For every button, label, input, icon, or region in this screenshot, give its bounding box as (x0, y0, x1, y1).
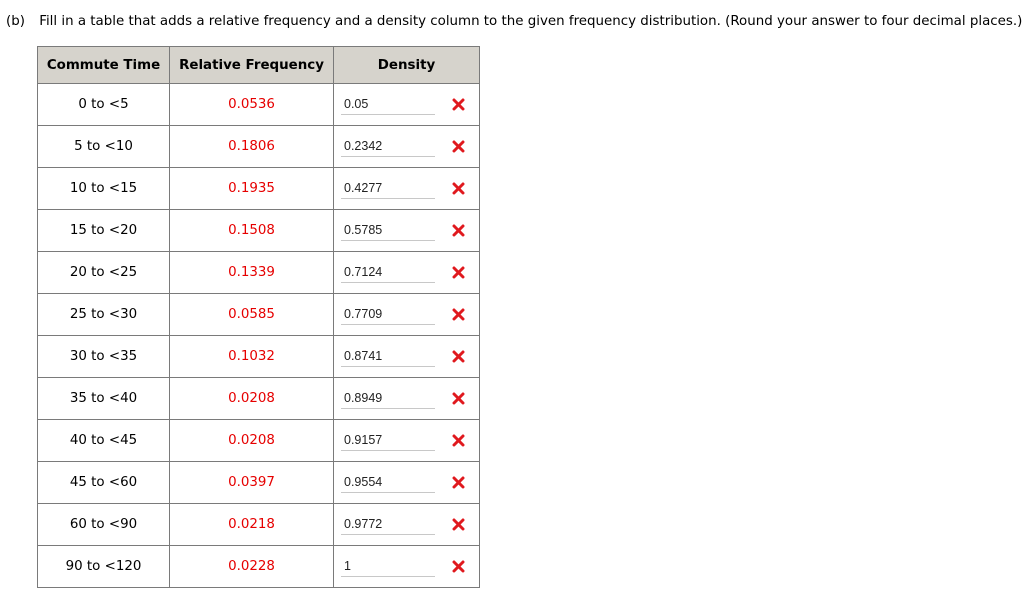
density-input[interactable] (341, 179, 435, 199)
table-row (38, 504, 480, 546)
incorrect-x-icon (452, 560, 465, 573)
density-cell (334, 126, 480, 168)
incorrect-x-icon (452, 392, 465, 405)
density-input[interactable] (341, 263, 435, 283)
commute-time-cell: 10 to <15 (38, 168, 170, 210)
relative-frequency-cell: 0.0585 (170, 294, 334, 336)
density-input[interactable] (341, 557, 435, 577)
relative-frequency-cell: 0.1339 (170, 252, 334, 294)
table-row (38, 168, 480, 210)
incorrect-x-icon (452, 224, 465, 237)
density-cell-content (334, 431, 479, 451)
question-part-label: (b) (6, 14, 25, 29)
density-cell (334, 168, 480, 210)
table-row (38, 462, 480, 504)
density-cell (334, 336, 480, 378)
commute-time-cell: 40 to <45 (38, 420, 170, 462)
commute-time-cell: 35 to <40 (38, 378, 170, 420)
density-cell-content (334, 95, 479, 115)
density-cell-content (334, 389, 479, 409)
relative-frequency-cell: 0.0208 (170, 420, 334, 462)
relative-frequency-cell: 0.1508 (170, 210, 334, 252)
table-row (38, 210, 480, 252)
commute-time-cell: 20 to <25 (38, 252, 170, 294)
header-density: Density (334, 47, 480, 84)
relative-frequency-cell: 0.0208 (170, 378, 334, 420)
density-cell-content (334, 515, 479, 535)
incorrect-x-icon (452, 266, 465, 279)
relative-frequency-cell: 0.0228 (170, 546, 334, 588)
incorrect-x-icon (452, 350, 465, 363)
relative-frequency-cell: 0.0218 (170, 504, 334, 546)
density-input[interactable] (341, 137, 435, 157)
density-cell (334, 210, 480, 252)
commute-time-cell: 30 to <35 (38, 336, 170, 378)
incorrect-x-icon (452, 308, 465, 321)
table-row (38, 126, 480, 168)
table-row (38, 420, 480, 462)
commute-time-cell: 0 to <5 (38, 84, 170, 126)
table-row (38, 546, 480, 588)
density-input[interactable] (341, 431, 435, 451)
frequency-table (37, 46, 480, 588)
density-cell (334, 462, 480, 504)
incorrect-x-icon (452, 140, 465, 153)
commute-time-cell: 90 to <120 (38, 546, 170, 588)
density-cell-content (334, 347, 479, 367)
density-cell-content (334, 473, 479, 493)
incorrect-x-icon (452, 182, 465, 195)
incorrect-x-icon (452, 98, 465, 111)
density-input[interactable] (341, 347, 435, 367)
question-text: Fill in a table that adds a relative frequency and a density column to the given frequency distribution. (Round your answer to four decimal places.) (39, 14, 1023, 29)
density-input[interactable] (341, 389, 435, 409)
incorrect-x-icon (452, 518, 465, 531)
table-row (38, 336, 480, 378)
density-cell-content (334, 137, 479, 157)
density-cell-content (334, 557, 479, 577)
density-cell (334, 252, 480, 294)
relative-frequency-cell: 0.0536 (170, 84, 334, 126)
density-cell-content (334, 221, 479, 241)
density-cell (334, 420, 480, 462)
relative-frequency-cell: 0.1806 (170, 126, 334, 168)
commute-time-cell: 15 to <20 (38, 210, 170, 252)
incorrect-x-icon (452, 434, 465, 447)
density-cell-content (334, 179, 479, 199)
relative-frequency-cell: 0.1935 (170, 168, 334, 210)
relative-frequency-cell: 0.0397 (170, 462, 334, 504)
density-cell (334, 546, 480, 588)
header-commute-time: Commute Time (38, 47, 170, 84)
table-row (38, 252, 480, 294)
density-input[interactable] (341, 305, 435, 325)
commute-time-cell: 25 to <30 (38, 294, 170, 336)
density-input[interactable] (341, 515, 435, 535)
density-input[interactable] (341, 221, 435, 241)
density-cell-content (334, 305, 479, 325)
relative-frequency-cell: 0.1032 (170, 336, 334, 378)
density-input[interactable] (341, 95, 435, 115)
incorrect-x-icon (452, 476, 465, 489)
table-row (38, 84, 480, 126)
commute-time-cell: 45 to <60 (38, 462, 170, 504)
density-cell-content (334, 263, 479, 283)
commute-time-cell: 5 to <10 (38, 126, 170, 168)
table-row (38, 378, 480, 420)
density-cell (334, 84, 480, 126)
commute-time-cell: 60 to <90 (38, 504, 170, 546)
header-relative-frequency: Relative Frequency (170, 47, 334, 84)
table-header-row (38, 47, 480, 84)
density-input[interactable] (341, 473, 435, 493)
table-row (38, 294, 480, 336)
density-cell (334, 378, 480, 420)
question-prompt (6, 14, 1022, 29)
density-cell (334, 294, 480, 336)
density-cell (334, 504, 480, 546)
